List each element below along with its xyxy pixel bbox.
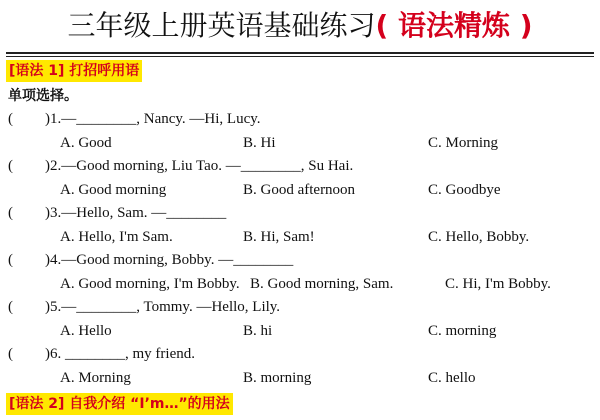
answer-bracket-right: ) [45,158,50,174]
option-c: C. Morning [428,135,499,151]
question-item [0,248,600,296]
question-item [0,154,600,202]
page-title-subtitle: ( 语法精炼 ) [375,9,533,42]
title-divider-thin [6,56,594,57]
answer-bracket-left: ( [8,346,13,362]
answer-bracket-left: ( [8,299,13,315]
option-a: A. Morning [60,370,131,386]
answer-bracket-left: ( [8,205,13,221]
question-text: 2.—Good morning, Liu Tao. —________, Su Hai. [50,158,354,174]
option-b: B. Good afternoon [243,182,356,198]
option-c: C. Hello, Bobby. [428,229,530,245]
section-header-grammar-2: [语法 2] 自我介绍 “I’m…”的用法 [6,393,233,415]
answer-bracket-right: ) [45,299,50,315]
answer-bracket-left: ( [8,252,13,268]
question-text: 5.—________, Tommy. —Hello, Lily. [50,299,281,315]
question-item [0,107,600,155]
answer-bracket-left: ( [8,158,13,174]
question-text: 3.—Hello, Sam. —________ [50,205,227,221]
option-a: A. Good morning [60,182,167,198]
option-b: B. Hi, Sam! [243,229,315,245]
answer-bracket-right: ) [45,111,50,127]
option-a: A. Hello, I'm Sam. [60,229,173,245]
title-divider [6,52,594,54]
option-a: A. Hello [60,323,112,339]
section-header-grammar-1: [语法 1] 打招呼用语 [6,60,142,82]
page-title-main: 三年级上册英语基础练习 [67,9,376,42]
answer-bracket-right: ) [45,205,50,221]
question-item [0,342,600,390]
option-b: B. Good morning, Sam. [250,276,394,292]
question-text: 1.—________, Nancy. —Hi, Lucy. [50,111,261,127]
page-title [0,4,600,48]
option-c: C. morning [428,323,497,339]
option-b: B. hi [243,323,273,339]
question-text: 6. ________, my friend. [50,346,195,362]
option-c: C. hello [428,370,476,386]
answer-bracket-right: ) [45,346,50,362]
option-c: C. Hi, I'm Bobby. [445,276,551,292]
option-c: C. Goodbye [428,182,501,198]
option-a: A. Good morning, I'm Bobby. [60,276,240,292]
instruction-text: 单项选择。 [8,88,78,104]
question-text: 4.—Good morning, Bobby. —________ [50,252,294,268]
question-item [0,201,600,249]
question-item [0,295,600,343]
answer-bracket-left: ( [8,111,13,127]
answer-bracket-right: ) [45,252,50,268]
option-b: B. Hi [243,135,276,151]
option-b: B. morning [243,370,312,386]
option-a: A. Good [60,135,112,151]
